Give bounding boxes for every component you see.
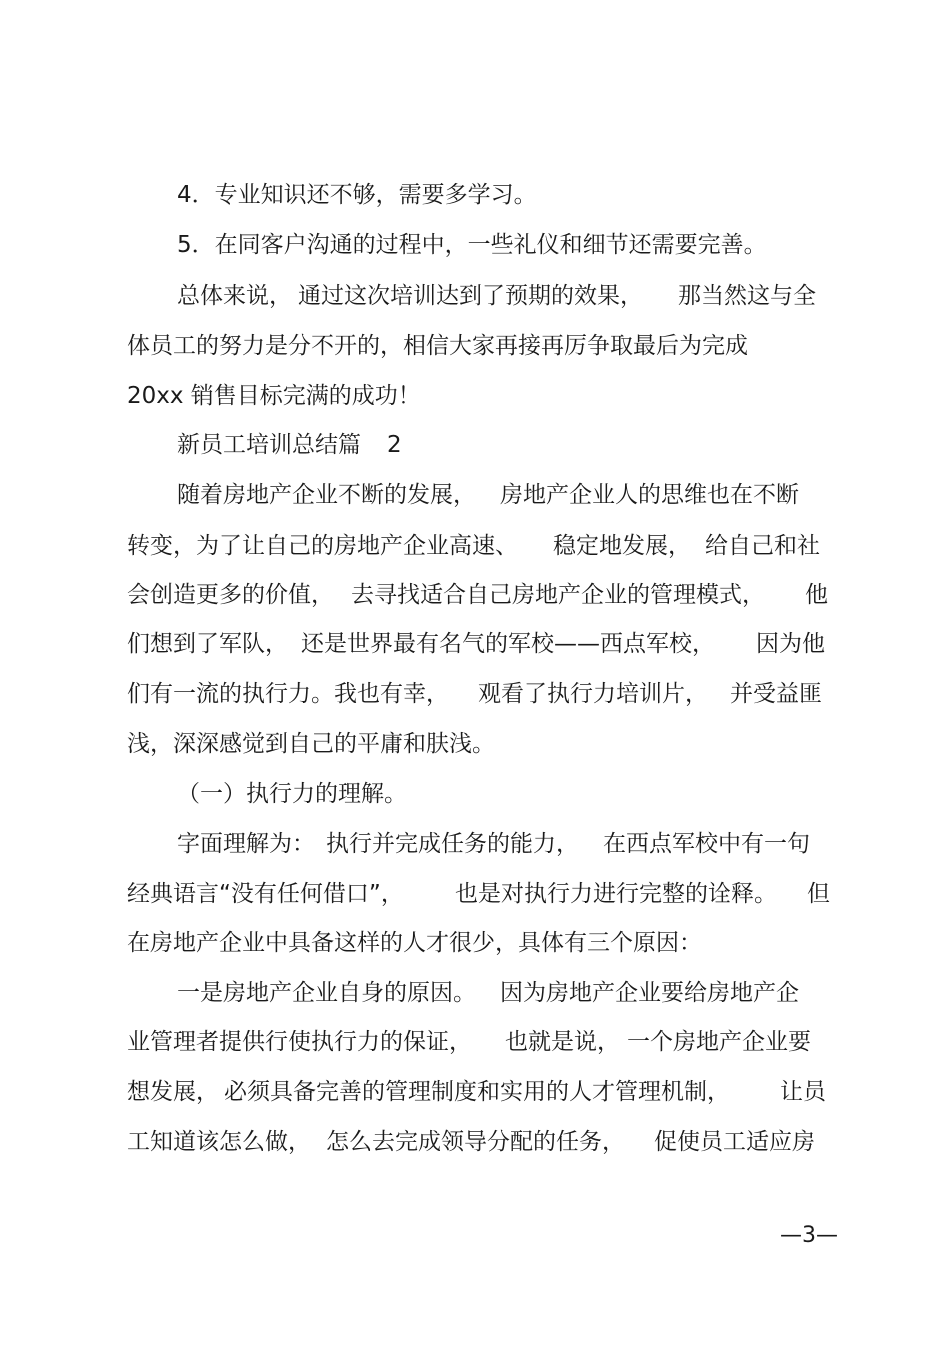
text-line (0, 526, 950, 566)
subheading-text: （一）执行力的理解。 (177, 781, 407, 807)
text-line (0, 973, 950, 1013)
text-segment: 会创造更多的价值， (127, 582, 334, 608)
text-segment: 总体来说， (177, 283, 292, 309)
text-segment: 怎么去完成领导分配的任务， (326, 1129, 625, 1155)
text-line (0, 1072, 950, 1112)
text-line (0, 175, 950, 215)
text-segment: 想发展， (127, 1079, 219, 1105)
text-segment: 20xx 销售目标完满的成功！ (127, 383, 421, 409)
text-line (0, 674, 950, 714)
text-segment: 给自己和社 (705, 533, 820, 559)
text-segment: 一是房地产企业自身的原因。 (177, 980, 476, 1006)
text-segment: 通过这次培训达到了预期的效果， (298, 283, 643, 309)
text-segment: 转变，为了让自己的房地产企业高速、 (127, 533, 518, 559)
text-line (0, 475, 950, 515)
text-segment: 去寻找适合自己房地产企业的管理模式， (351, 582, 765, 608)
text-segment: 并受益匪 (730, 681, 822, 707)
text-line (0, 376, 950, 416)
text-segment: 们想到了军队， (127, 631, 288, 657)
text-segment: 4．专业知识还不够，需要多学习。 (177, 182, 537, 208)
heading-text: 新员工培训总结篇 (177, 432, 361, 458)
text-segment: 房地产企业人的思维也在不断 (500, 482, 799, 508)
text-line (0, 923, 950, 963)
text-segment: 经典语言“没有任何借口”， (127, 881, 404, 907)
text-line (0, 276, 950, 316)
text-segment: 随着房地产企业不断的发展， (177, 482, 476, 508)
text-segment: 必须具备完善的管理制度和实用的人才管理机制， (224, 1079, 730, 1105)
text-line (0, 575, 950, 615)
text-segment: 还是世界最有名气的军校——西点军校， (301, 631, 715, 657)
text-segment: 那当然这与全 (678, 283, 816, 309)
text-segment: 在西点军校中有一句 (603, 831, 810, 857)
text-segment: 也是对执行力进行完整的诠释。 (455, 881, 777, 907)
text-segment: 浅，深深感觉到自己的平庸和肤浅。 (127, 731, 495, 757)
page-number: —3— (780, 1223, 838, 1248)
text-segment: 他 (805, 582, 828, 608)
text-segment: 工知道该怎么做， (127, 1129, 311, 1155)
text-segment: 让员 (780, 1079, 826, 1105)
text-segment: 一个房地产企业要 (627, 1029, 811, 1055)
text-segment: 也就是说， (505, 1029, 620, 1055)
text-segment: 促使员工适应房 (654, 1129, 815, 1155)
section-heading (0, 425, 950, 465)
text-segment: 业管理者提供行使执行力的保证， (127, 1029, 472, 1055)
text-segment: 执行并完成任务的能力， (326, 831, 579, 857)
text-segment: 们有一流的执行力。我也有幸， (127, 681, 449, 707)
text-segment: 体员工的努力是分不开的，相信大家再接再厉争取最后为完成 (127, 333, 748, 359)
text-segment: 因为房地产企业要给房地产企 (500, 980, 799, 1006)
text-segment: 但 (807, 881, 830, 907)
text-segment: 字面理解为： (177, 831, 315, 857)
text-line (0, 724, 950, 764)
subheading (0, 774, 950, 814)
text-line (0, 326, 950, 366)
text-line (0, 874, 950, 914)
text-segment: 因为他 (756, 631, 825, 657)
text-segment: 5．在同客户沟通的过程中，一些礼仪和细节还需要完善。 (177, 232, 767, 258)
text-line (0, 624, 950, 664)
text-line (0, 1122, 950, 1162)
text-line (0, 225, 950, 265)
text-segment: 在房地产企业中具备这样的人才很少，具体有三个原因： (127, 930, 702, 956)
text-segment: 稳定地发展， (553, 533, 691, 559)
text-line (0, 1022, 950, 1062)
text-segment: 观看了执行力培训片， (478, 681, 708, 707)
text-line (0, 824, 950, 864)
heading-number: 2 (387, 432, 402, 458)
